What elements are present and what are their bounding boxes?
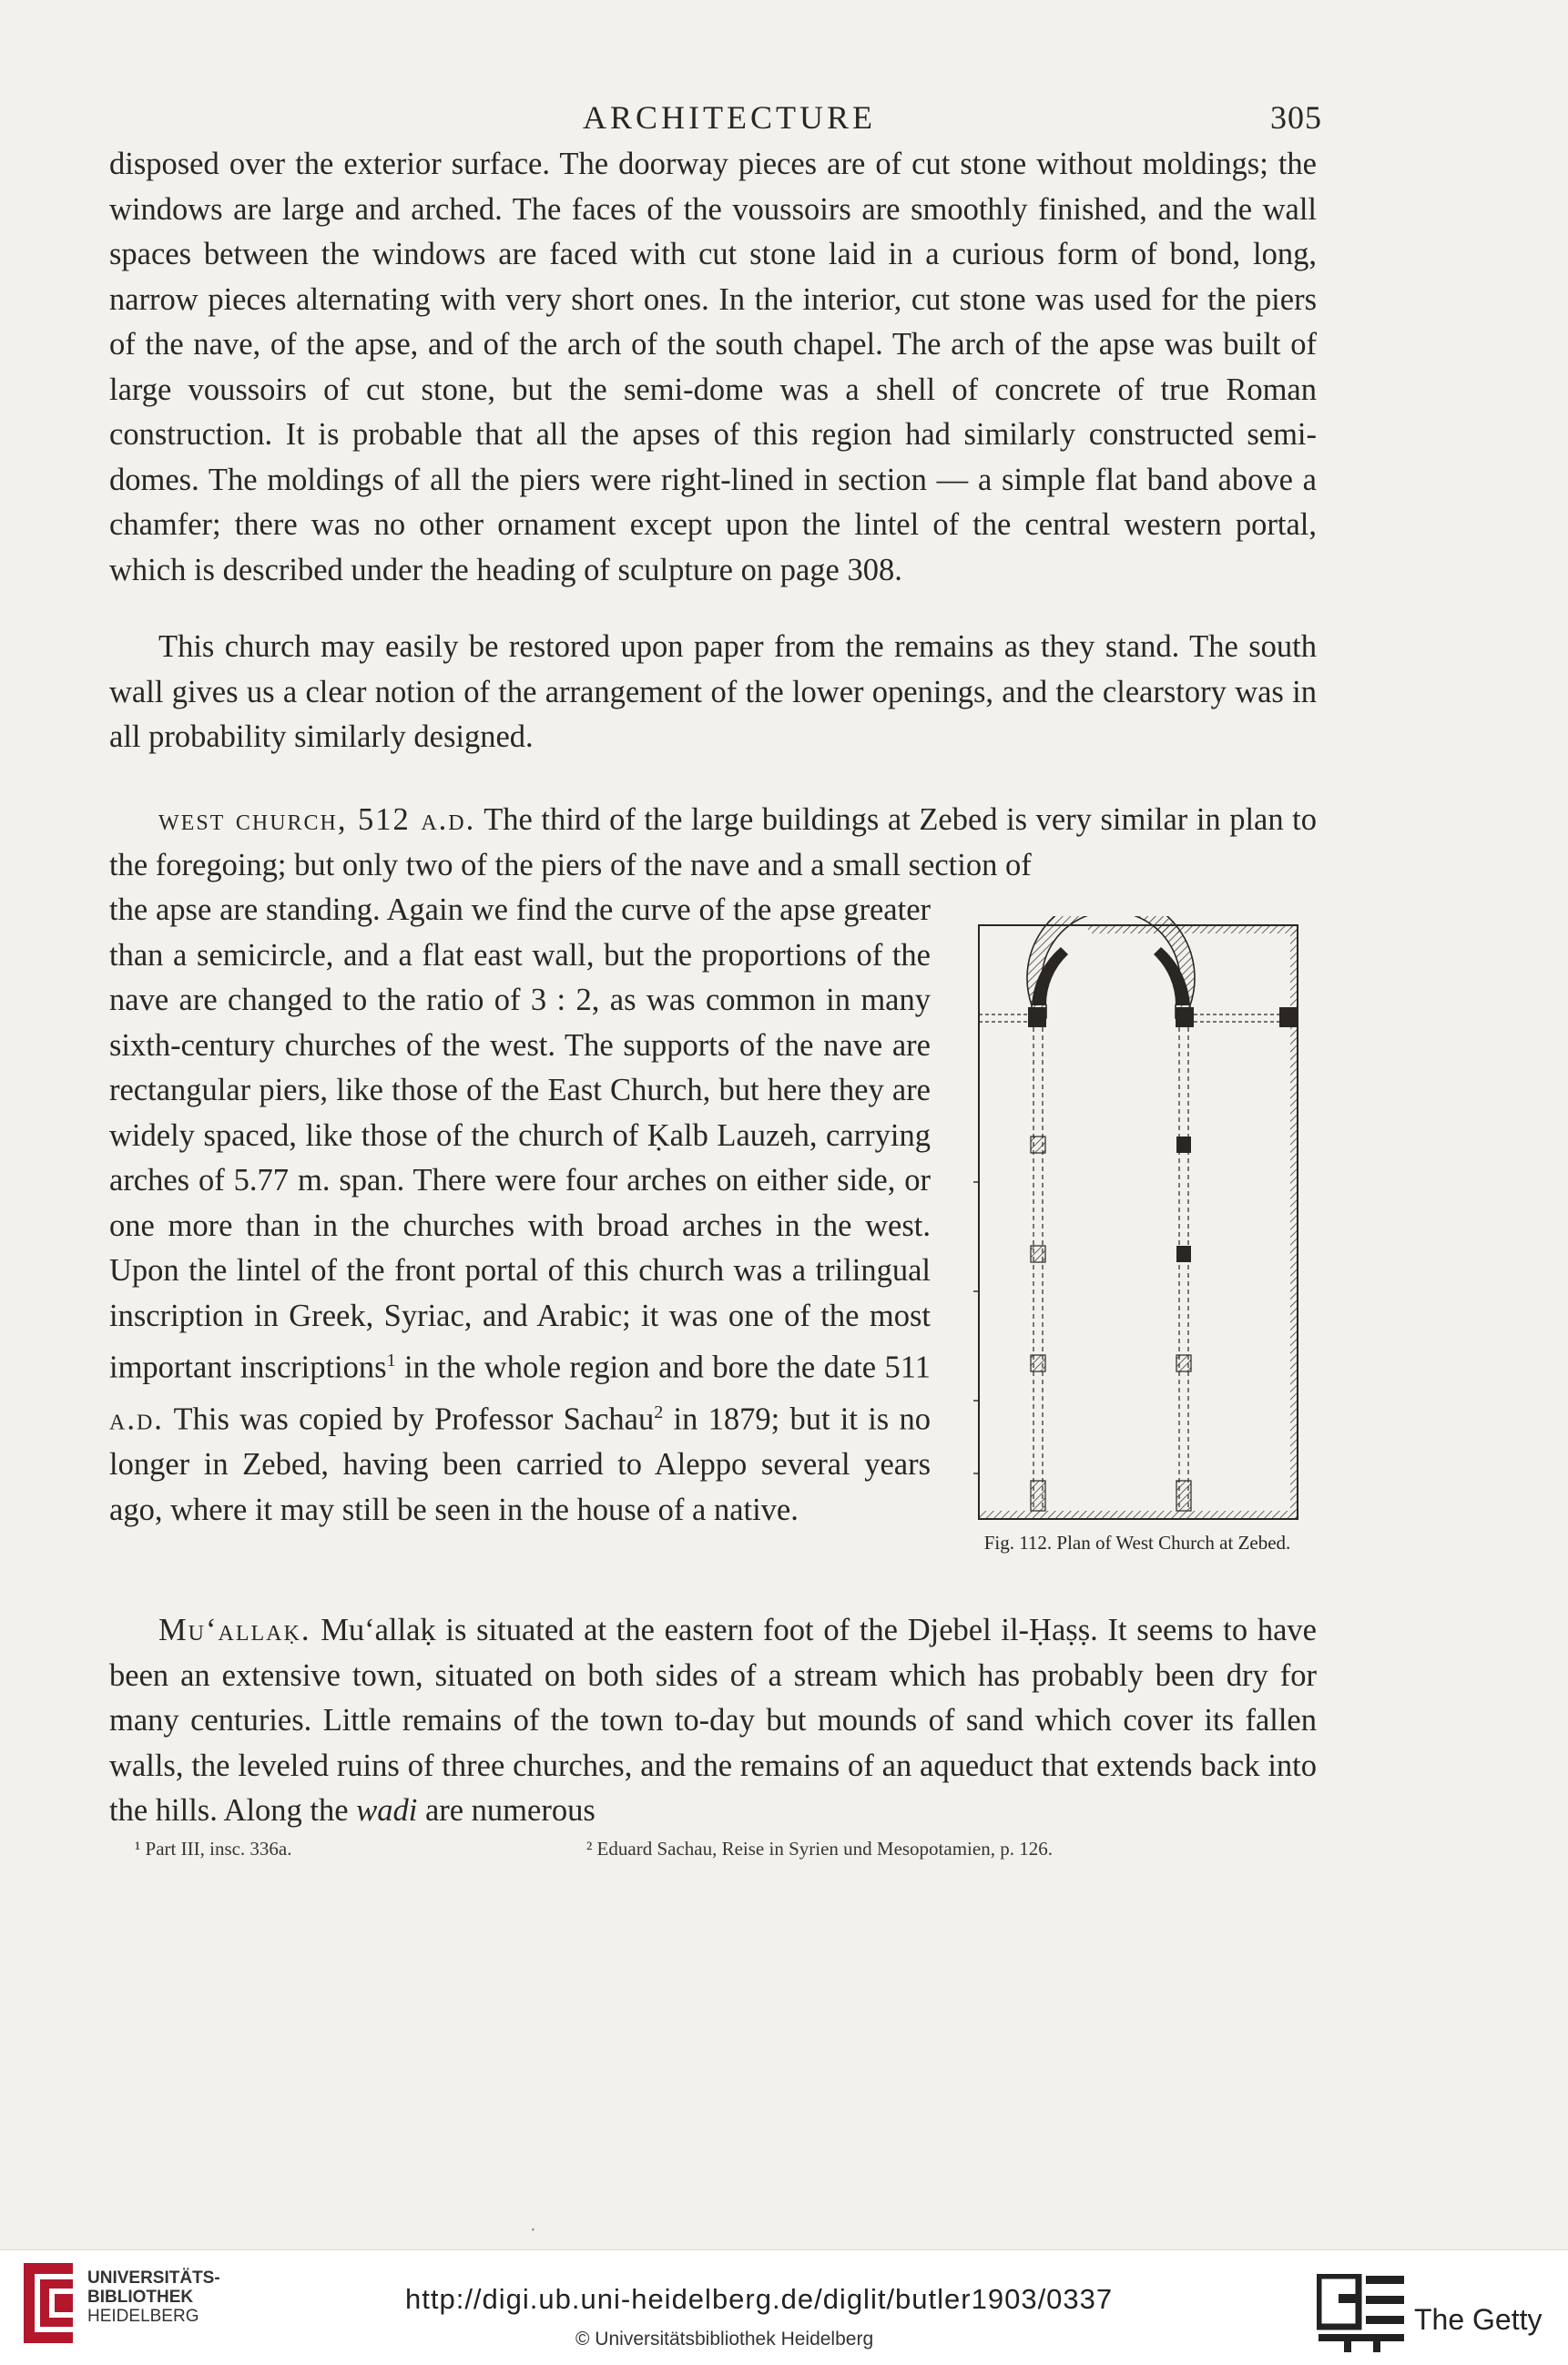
copyright-notice: © Universitätsbibliothek Heidelberg xyxy=(575,2329,874,2350)
west-church-text-a: the apse are standing. Again we find the curve of the apse greater than a semicircle, and a flat east wall, but the proportions of the nave are changed to the ratio of 3 : 2, as was common in many sixth-century churches of the west. The supports of the nave are rectangular piers, like those of the East Church, but here they are widely spaced, like those of the church of Ḳalb Lauzeh, carrying arches of 5.77 m. span. There were four arches on either side, or one more than in the churches with broad arches in the west. Upon the lintel of the front portal of this church was a trilingual inscription in Greek, Syriac, and Arabic; it was one of the most important inscriptions xyxy=(109,892,931,1385)
paragraph-muallak xyxy=(109,1608,1317,1834)
west-church-line1 xyxy=(109,798,1317,888)
section-heading-west-church: west church, 512 a.d. xyxy=(158,802,476,837)
footnote-1: ¹ Part III, insc. 336a. xyxy=(135,1838,292,1860)
pier-south-2-standing xyxy=(1176,1246,1191,1262)
ub-heidelberg-name xyxy=(87,2268,220,2326)
paragraph-2 xyxy=(109,625,1317,760)
permalink-url[interactable]: http://digi.ub.uni-heidelberg.de/diglit/butler1903/0337 xyxy=(405,2283,1114,2315)
getty-name: The Getty xyxy=(1414,2303,1543,2336)
west-church-text-c: This was copied by Professor Sachau xyxy=(163,1402,655,1437)
apse-pier-north xyxy=(1028,1007,1046,1027)
running-head-title: ARCHITECTURE xyxy=(583,99,876,136)
figure-caption: Fig. 112. Plan of West Church at Zebed. xyxy=(983,1532,1291,1554)
footnote-ref-1: 1 xyxy=(386,1351,396,1371)
muallak-wadi: wadi xyxy=(356,1793,418,1828)
pier-north-2 xyxy=(1031,1246,1045,1262)
getty-logo-icon[interactable] xyxy=(1317,2274,1408,2354)
muallak-text-b: are numerous xyxy=(417,1793,596,1828)
ub-name-line3: HEIDELBERG xyxy=(87,2307,199,2326)
west-church-intro: The third of the large buildings at Zebed is very similar in plan to the foregoing; but only two of the piers of the nave and a small section of xyxy=(109,802,1317,882)
ub-name-line2: BIBLIOTHEK xyxy=(87,2288,194,2307)
muallak-text xyxy=(109,1608,1317,1834)
viewer-footer xyxy=(0,2249,1568,2365)
east-wall-hatched xyxy=(1088,925,1298,933)
west-church-text-d: in 1879; but it is no longer in Zebed, having been carried to Aleppo several years ago, where it may still be seen in the house of a native. xyxy=(109,1402,931,1527)
ub-name-line1: UNIVERSITÄTS- xyxy=(87,2268,220,2288)
figure-112 xyxy=(947,902,1328,1575)
church-plan-drawing xyxy=(970,916,1307,1528)
paragraph-1 xyxy=(109,142,1317,593)
ub-heidelberg-logo-icon[interactable] xyxy=(20,2259,76,2347)
pier-south-3 xyxy=(1176,1355,1191,1371)
west-church-era: a.d. xyxy=(109,1402,164,1437)
footnote-ref-2: 2 xyxy=(654,1402,664,1422)
footnote-2: ² Eduard Sachau, Reise in Syrien und Mesopotamien, p. 126. xyxy=(586,1838,1053,1860)
pier-south-4 xyxy=(1176,1481,1191,1511)
apse-pier-south xyxy=(1176,1007,1194,1027)
pier-south-1-standing xyxy=(1176,1137,1191,1153)
west-church-text-b: in the whole region and bore the date 511 xyxy=(395,1350,931,1385)
page-mark: · xyxy=(530,2220,536,2240)
page-number: 305 xyxy=(1270,99,1322,136)
pier-north-3 xyxy=(1031,1355,1045,1371)
pier-north-1 xyxy=(1031,1137,1045,1153)
east-pier-south xyxy=(1279,1007,1298,1027)
paragraph-1-text: disposed over the exterior surface. The doorway pieces are of cut stone without moldings; the windows are large and arched. The faces of the voussoirs are smoothly finished, and the wall spaces between the windows are faced with cut stone laid in a curious form of bond, long, narrow pieces alternating with very short ones. In the interior, cut stone was used for the piers of the nave, of the apse, and of the arch of the south chapel. The arch of the apse was built of large voussoirs of cut stone, but the semi-dome was a shell of concrete of true Roman construction. It is probable that all the apses of this region had similarly constructed semi-domes. The moldings of all the piers were right-lined in section — a simple flat band above a chamfer; there was no other ornament except upon the lintel of the central western portal, which is described under the heading of sculpture on page 308. xyxy=(109,147,1317,587)
pier-north-4 xyxy=(1031,1481,1045,1511)
section-heading-muallak: Mu‘allaḳ. xyxy=(158,1613,311,1647)
muallak-text-a: Mu‘allaḳ is situated at the eastern foot of the Djebel il-Ḥaṣṣ. It seems to have been an extensive town, situated on both sides of a stream which has probably been dry for many centuries. Little remains of the town to-day but mounds of sand which cover its fallen walls, the leveled ruins of three churches, and the remains of an aqueduct that extends back into the hills. Along the xyxy=(109,1613,1317,1828)
paragraph-2-text: This church may easily be restored upon paper from the remains as they stand. The south wall gives us a clear notion of the arrangement of the lower openings, and the clearstory was in all probability similarly designed. xyxy=(109,629,1317,754)
west-church-text xyxy=(109,888,931,1533)
west-wall-hatched xyxy=(979,1511,1298,1519)
